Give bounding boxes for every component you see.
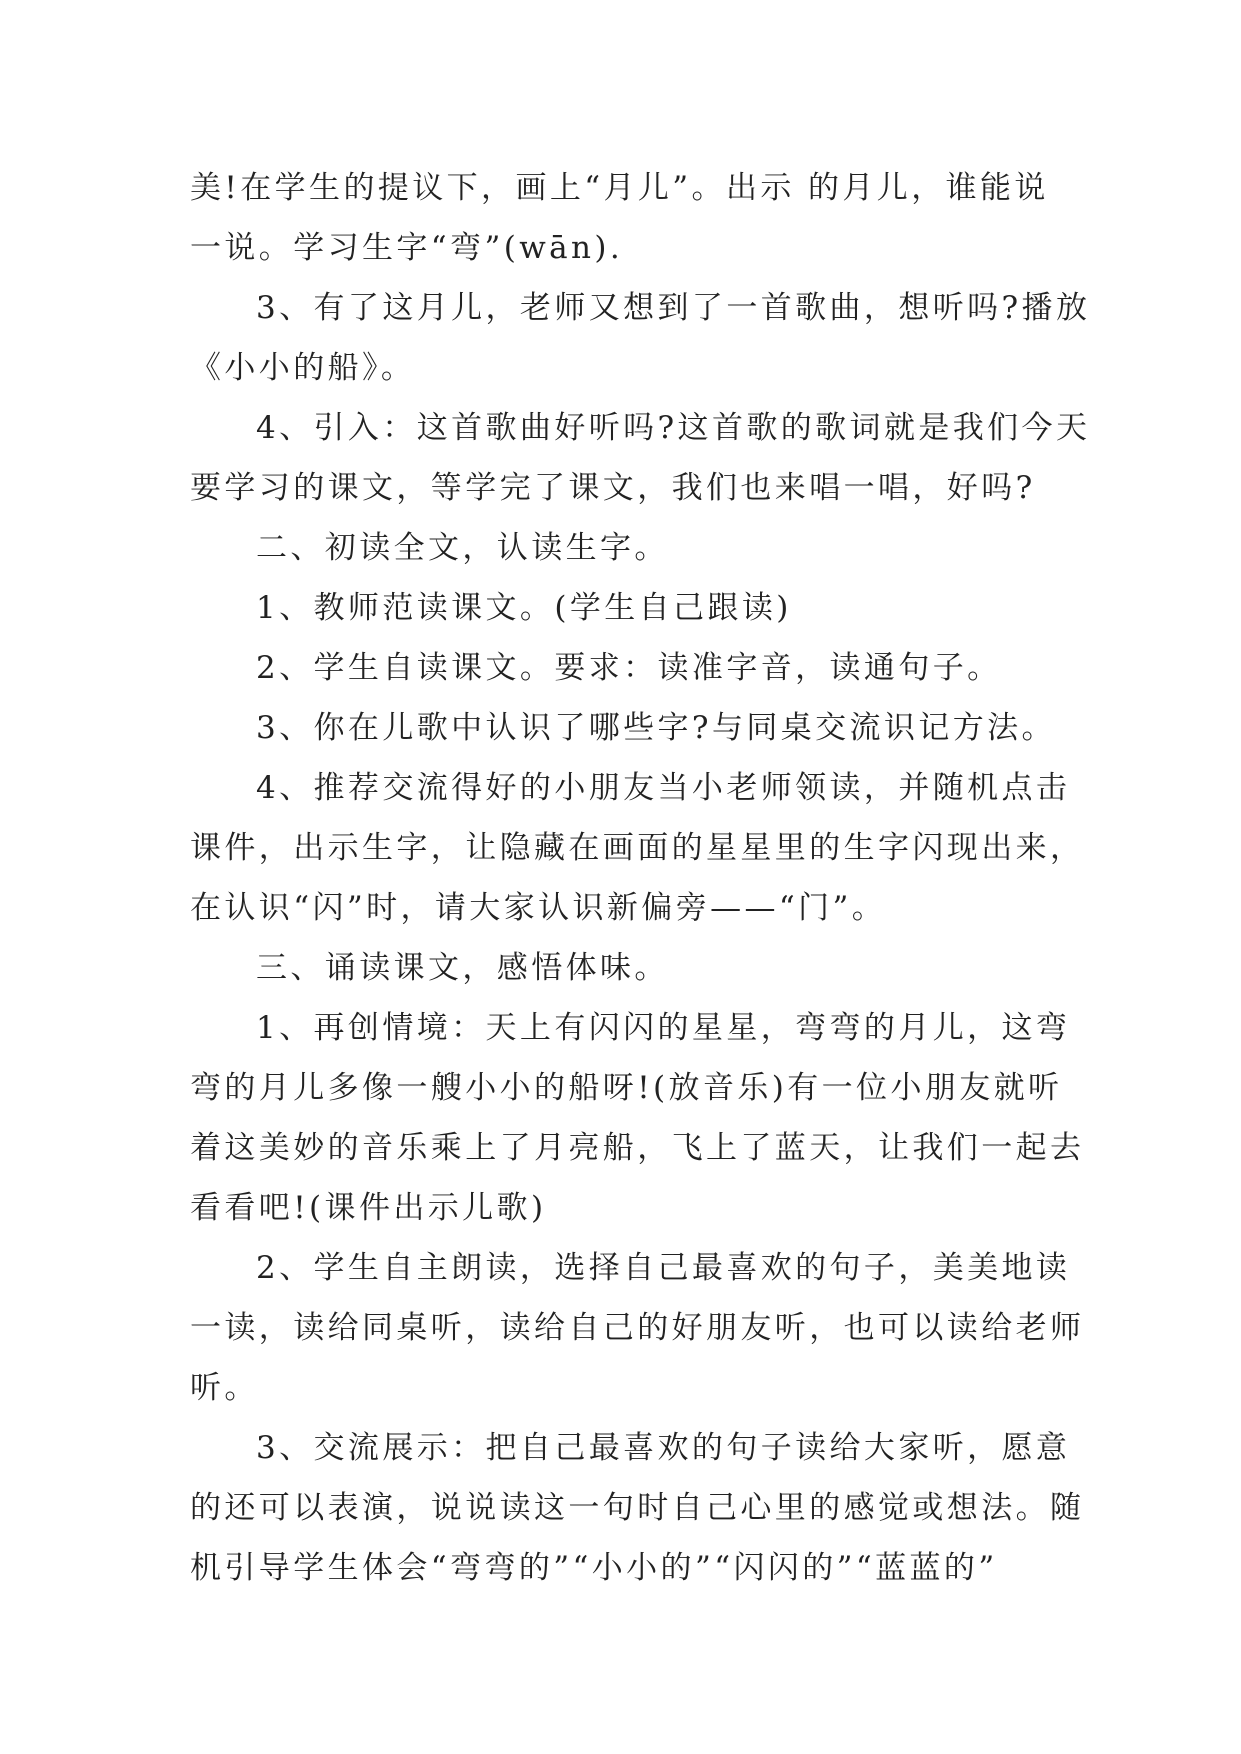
text-line: 在认识“闪”时，请大家认识新偏旁——“门”。: [190, 890, 887, 926]
text-line: 3、你在儿歌中认识了哪些字?与同桌交流识记方法。: [256, 710, 1056, 746]
text-line: 着这美妙的音乐乘上了月亮船，飞上了蓝天，让我们一起去: [190, 1130, 1085, 1166]
text-line: 4、引入：这首歌曲好听吗?这首歌的歌词就是我们今天: [256, 410, 1091, 446]
text-line: 2、学生自读课文。要求：读准字音，读通句子。: [256, 650, 1002, 686]
text-line: 弯的月儿多像一艘小小的船呀!(放音乐)有一位小朋友就听: [190, 1070, 1063, 1106]
text-line: 2、学生自主朗读，选择自己最喜欢的句子，美美地读: [256, 1250, 1071, 1286]
text-line: 一读，读给同桌听，读给自己的好朋友听，也可以读给老师: [190, 1310, 1085, 1346]
text-line: 3、有了这月儿，老师又想到了一首歌曲，想听吗?播放: [256, 290, 1091, 326]
text-line: 3、交流展示：把自己最喜欢的句子读给大家听，愿意: [256, 1430, 1071, 1466]
text-line: 一说。学习生字“弯”(wān).: [190, 230, 624, 266]
text-line: 美!在学生的提议下，画上“月儿”。出示 的月儿，谁能说: [190, 170, 1049, 206]
text-line: 4、推荐交流得好的小朋友当小老师领读，并随机点击: [256, 770, 1071, 806]
text-line: 看看吧!(课件出示儿歌): [190, 1190, 547, 1226]
text-line: 听。: [190, 1370, 259, 1406]
text-line: 《小小的船》。: [190, 350, 416, 386]
section-heading: 三、诵读课文，感悟体味。: [256, 950, 669, 986]
document-body: [190, 158, 1091, 1598]
text-line: 要学习的课文，等学完了课文，我们也来唱一唱，好吗?: [190, 470, 1036, 506]
text-line: 的还可以表演，说说读这一句时自己心里的感觉或想法。随: [190, 1490, 1085, 1526]
text-line: 1、再创情境：天上有闪闪的星星，弯弯的月儿，这弯: [256, 1010, 1071, 1046]
section-heading: 二、初读全文，认读生字。: [256, 530, 669, 566]
text-line: 1、教师范读课文。(学生自己跟读): [256, 590, 792, 626]
text-line: 机引导学生体会“弯弯的”“小小的”“闪闪的”“蓝蓝的”: [190, 1550, 998, 1586]
text-line: 课件，出示生字，让隐藏在画面的星星里的生字闪现出来，: [190, 830, 1085, 866]
